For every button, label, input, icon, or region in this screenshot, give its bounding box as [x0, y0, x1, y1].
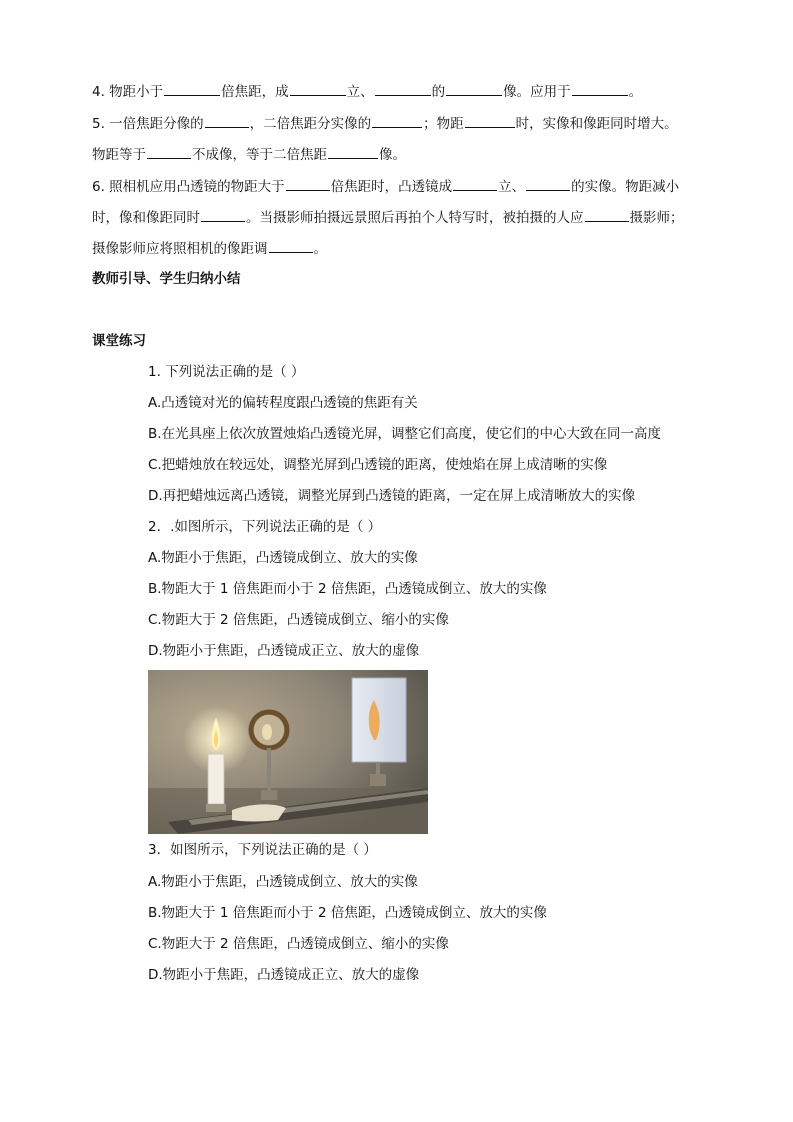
- answer-blank[interactable]: [446, 81, 502, 96]
- q3-option-d[interactable]: D.物距小于焦距，凸透镜成正立、放大的虚像: [148, 967, 420, 983]
- answer-blank[interactable]: [465, 113, 515, 128]
- text-seg: 5. 一倍焦距分像的: [92, 116, 204, 132]
- q3-option-c[interactable]: C.物距大于 2 倍焦距，凸透镜成倒立、缩小的实像: [148, 936, 449, 952]
- fill-line-5b: [92, 144, 406, 165]
- q1-option-d[interactable]: D.再把蜡烛远离凸透镜，调整光屏到凸透镜的距离，一定在屏上成清晰放大的实像: [148, 488, 636, 504]
- q2-stem: 2．.如图所示，下列说法正确的是（ ）: [148, 519, 382, 535]
- answer-blank[interactable]: [290, 81, 346, 96]
- text-seg: 时，像和像距同时: [92, 210, 200, 226]
- text-seg: 时，实像和像距同时增大。: [515, 116, 678, 132]
- text-seg: 摄影师；: [629, 210, 684, 226]
- screen-stand: [376, 762, 380, 776]
- fill-line-6a: [92, 176, 679, 197]
- text-seg: 6. 照相机应用凸透镜的物距大于: [92, 179, 285, 195]
- practice-heading: 课堂练习: [92, 333, 146, 349]
- text-seg: 的实像。物距减小: [571, 179, 680, 195]
- answer-blank[interactable]: [328, 144, 378, 159]
- text-seg: 倍焦距，成: [221, 84, 289, 100]
- text-seg: 摄像影师应将照相机的像距调: [92, 241, 268, 257]
- answer-blank[interactable]: [453, 176, 497, 191]
- answer-blank[interactable]: [526, 176, 570, 191]
- answer-blank[interactable]: [375, 81, 431, 96]
- q2-option-d[interactable]: D.物距小于焦距，凸透镜成正立、放大的虚像: [148, 643, 420, 659]
- q3-stem: 3．如图所示，下列说法正确的是（ ）: [148, 842, 377, 858]
- text-seg: 倍焦距时，凸透镜成: [330, 179, 453, 195]
- text-seg: 。: [313, 241, 327, 257]
- summary-heading: 教师引导、学生归纳小结: [92, 271, 241, 287]
- candle-holder: [206, 804, 226, 812]
- text-seg: 立、: [346, 84, 374, 100]
- text-seg: 4. 物距小于: [92, 84, 164, 100]
- q3-option-b[interactable]: B.物距大于 1 倍焦距而小于 2 倍焦距，凸透镜成倒立、放大的实像: [148, 905, 547, 921]
- lens-stand: [267, 748, 271, 792]
- fill-line-5a: [92, 113, 678, 134]
- text-seg: 像。应用于: [503, 84, 571, 100]
- text-seg: 不成像，等于二倍焦距: [192, 147, 327, 163]
- q1-stem: 1. 下列说法正确的是（ ）: [148, 364, 305, 380]
- q2-option-a[interactable]: A.物距小于焦距，凸透镜成倒立、放大的实像: [148, 550, 418, 566]
- q2-option-b[interactable]: B.物距大于 1 倍焦距而小于 2 倍焦距，凸透镜成倒立、放大的实像: [148, 581, 547, 597]
- text-seg: 物距等于: [92, 147, 146, 163]
- text-seg: 像。: [379, 147, 406, 163]
- fill-line-6c: [92, 238, 327, 259]
- answer-blank[interactable]: [572, 81, 628, 96]
- q1-option-c[interactable]: C.把蜡烛放在较远处，调整光屏到凸透镜的距离，使烛焰在屏上成清晰的实像: [148, 457, 608, 473]
- q1-option-a[interactable]: A.凸透镜对光的偏转程度跟凸透镜的焦距有关: [148, 395, 418, 411]
- text-seg: ；物距: [423, 116, 464, 132]
- answer-blank[interactable]: [205, 113, 249, 128]
- q3-option-a[interactable]: A.物距小于焦距，凸透镜成倒立、放大的实像: [148, 874, 418, 890]
- q2-option-c[interactable]: C.物距大于 2 倍焦距，凸透镜成倒立、缩小的实像: [148, 612, 449, 628]
- text-seg: 的: [431, 84, 446, 100]
- answer-blank[interactable]: [147, 144, 191, 159]
- answer-blank[interactable]: [372, 113, 422, 128]
- answer-blank[interactable]: [164, 81, 220, 96]
- answer-blank[interactable]: [269, 238, 313, 253]
- fill-line-6b: [92, 207, 684, 228]
- convex-lens-experiment-photo: [148, 670, 428, 834]
- candle: [208, 754, 224, 804]
- answer-blank[interactable]: [201, 207, 245, 222]
- screen-holder: [370, 774, 386, 786]
- text-seg: ，二倍焦距分实像的: [249, 116, 372, 132]
- text-seg: 。: [628, 84, 643, 100]
- text-seg: 立、: [498, 179, 526, 195]
- text-seg: 。当摄影师拍摄远景照后再拍个人特写时，被拍摄的人应: [246, 210, 584, 226]
- lens-holder: [261, 790, 277, 800]
- answer-blank[interactable]: [585, 207, 629, 222]
- fill-line-4: [92, 81, 642, 102]
- answer-blank[interactable]: [286, 176, 330, 191]
- q1-option-b[interactable]: B.在光具座上依次放置烛焰凸透镜光屏，调整它们高度，使它们的中心大致在同一高度: [148, 426, 662, 442]
